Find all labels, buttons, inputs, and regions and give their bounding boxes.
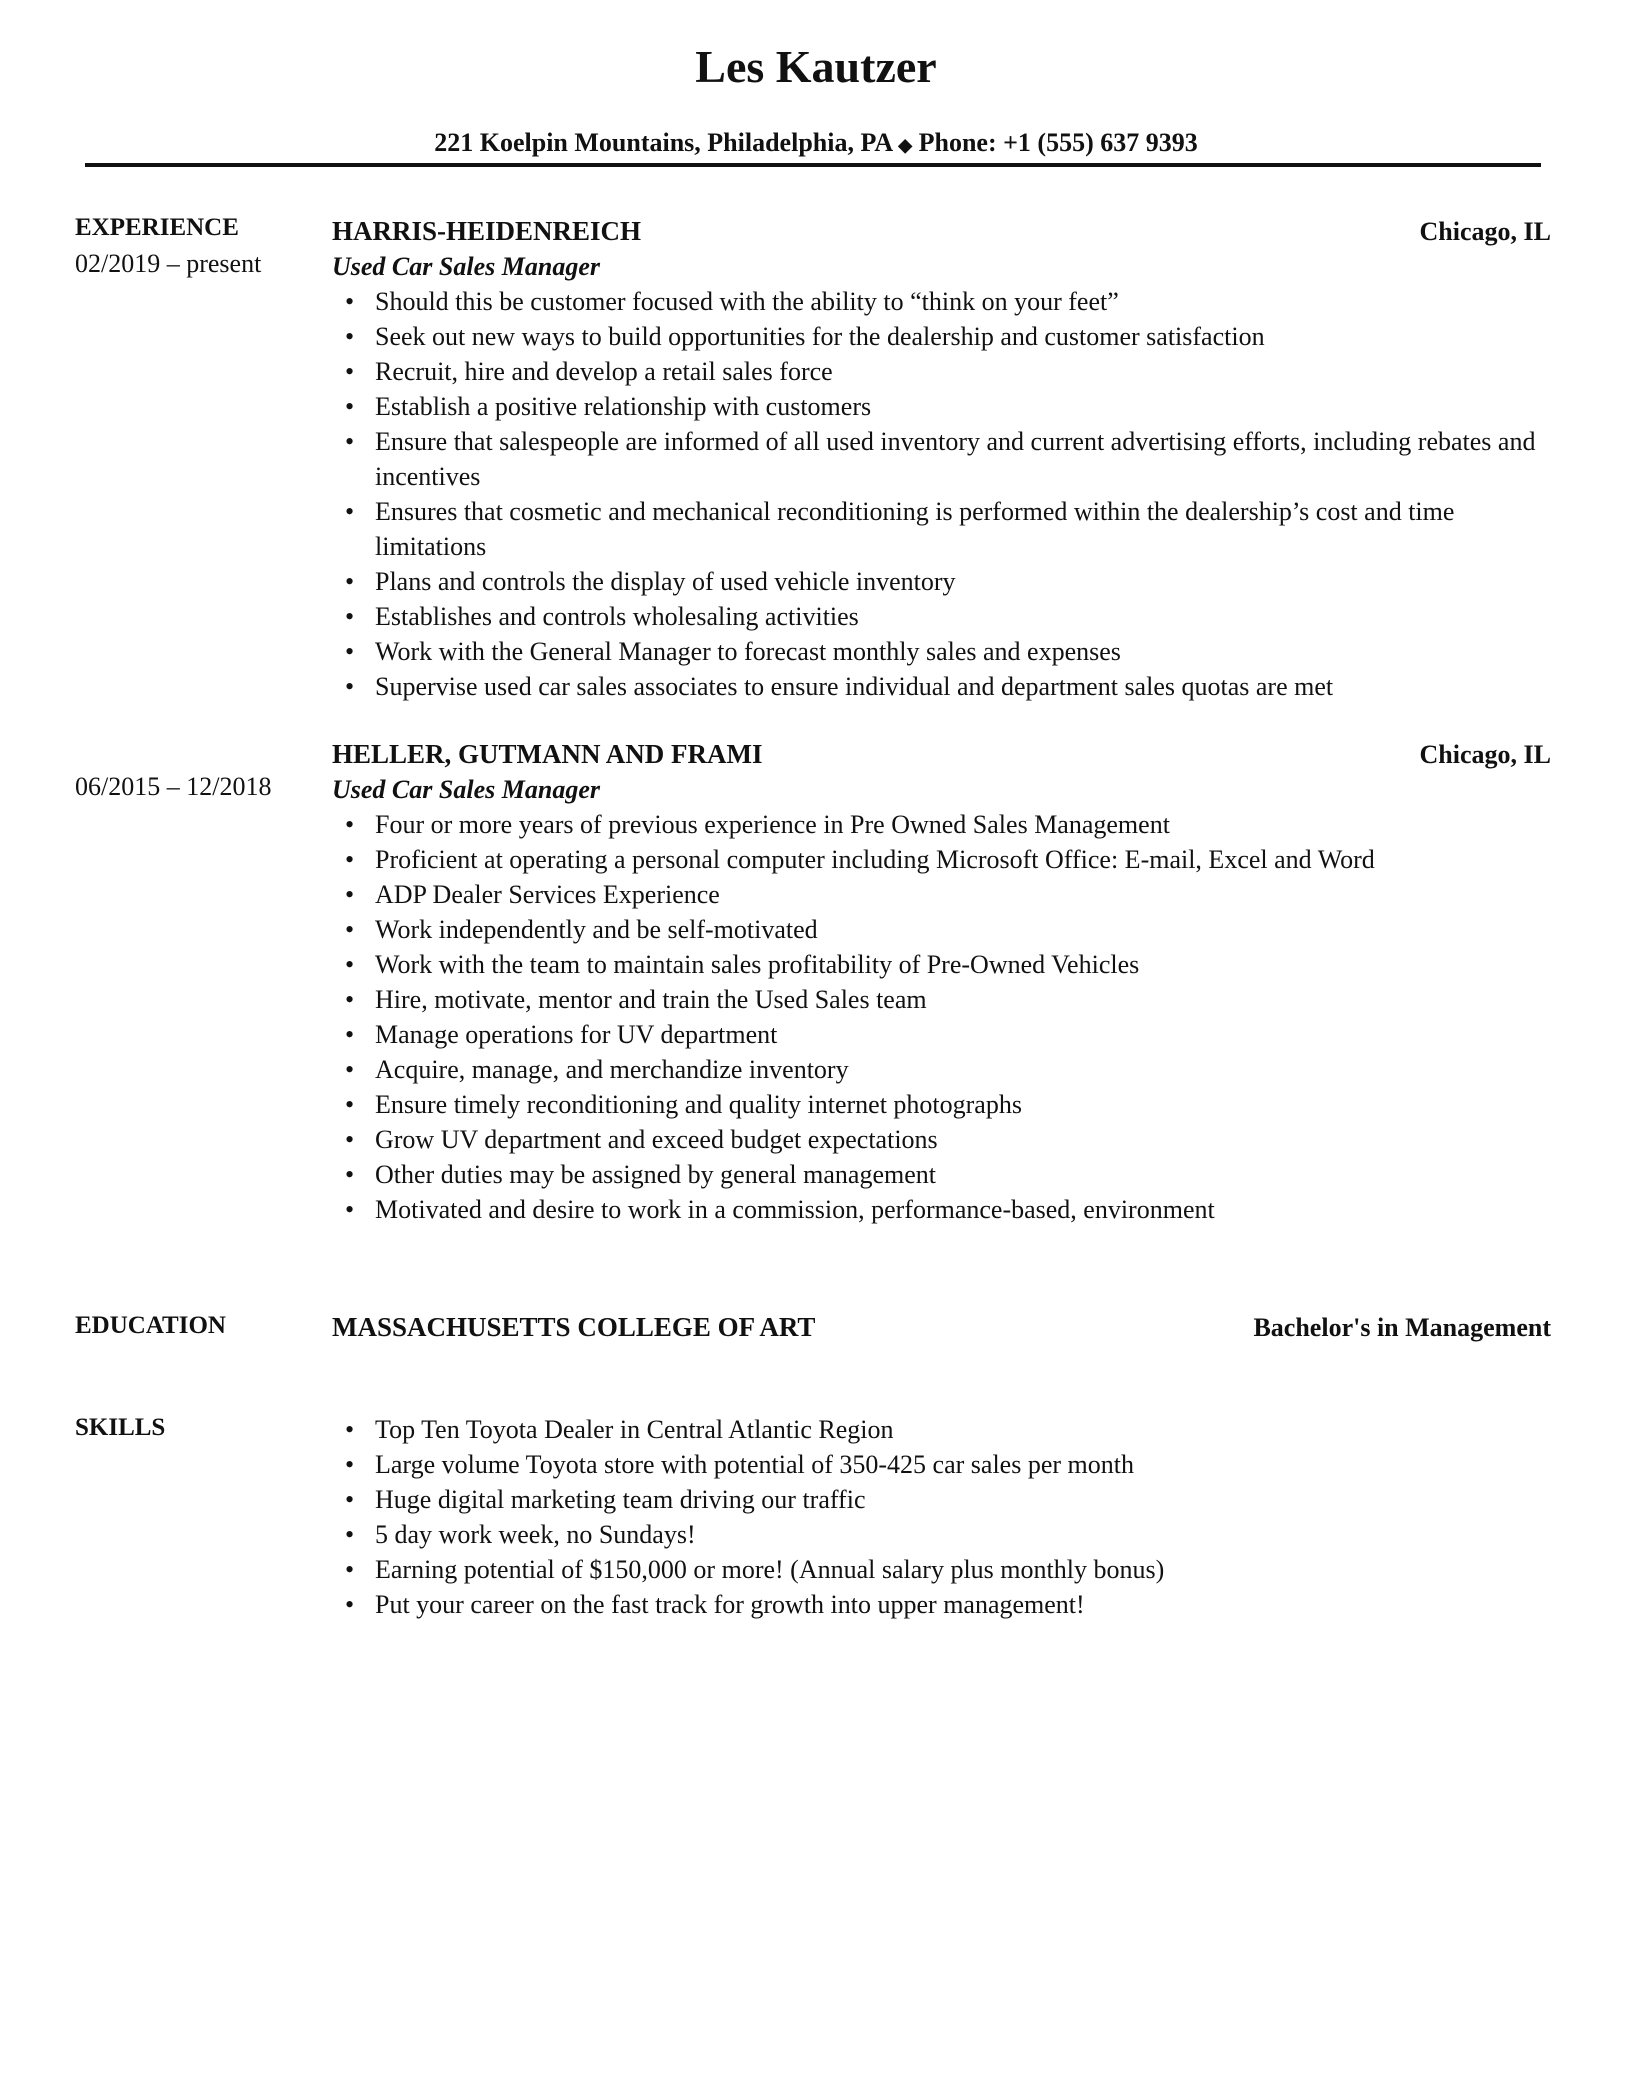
bullet-item: • Acquire, manage, and merchandize inventory	[364, 1052, 1551, 1087]
candidate-name: Les Kautzer	[695, 41, 937, 92]
bullet-item: • Plans and controls the display of used vehicle inventory	[364, 564, 1551, 599]
bullet-item: • Other duties may be assigned by general management	[364, 1157, 1551, 1192]
education-section	[75, 1310, 1551, 1345]
section-label-skills: SKILLS	[75, 1414, 166, 1441]
bullet-item: • Establish a positive relationship with customers	[364, 389, 1551, 424]
bullet-item: • Establishes and controls wholesaling activities	[364, 599, 1551, 634]
company-name: HELLER, GUTMANN AND FRAMI	[332, 739, 763, 769]
bullet-item: • Supervise used car sales associates to ensure individual and department sales quotas are met	[364, 669, 1551, 704]
bullet-item: • Ensures that cosmetic and mechanical reconditioning is performed within the dealership’s cost and time limitations	[364, 494, 1551, 564]
job-title: Used Car Sales Manager	[332, 775, 600, 804]
bullet-item: • 5 day work week, no Sundays!	[364, 1517, 1551, 1552]
bullet-item: • Put your career on the fast track for growth into upper management!	[364, 1587, 1551, 1622]
skills-list	[332, 1412, 1551, 1622]
bullet-item: • Large volume Toyota store with potential of 350-425 car sales per month	[364, 1447, 1551, 1482]
job-location: Chicago, IL	[1419, 217, 1551, 246]
section-label-education: EDUCATION	[75, 1312, 226, 1339]
degree: Bachelor's in Management	[1253, 1313, 1551, 1342]
phone: Phone: +1 (555) 637 9393	[918, 128, 1198, 157]
bullet-item: • Work with the General Manager to forecast monthly sales and expenses	[364, 634, 1551, 669]
job-bullets	[332, 284, 1551, 704]
company-name: HARRIS-HEIDENREICH	[332, 216, 642, 246]
job-title: Used Car Sales Manager	[332, 252, 600, 281]
bullet-item: • Work with the team to maintain sales profitability of Pre-Owned Vehicles	[364, 947, 1551, 982]
address: 221 Koelpin Mountains, Philadelphia, PA	[434, 128, 892, 157]
job-dates: 02/2019 – present	[75, 249, 262, 278]
bullet-item: • Seek out new ways to build opportunities for the dealership and customer satisfaction	[364, 319, 1551, 354]
bullet-item: • Hire, motivate, mentor and train the Used Sales team	[364, 982, 1551, 1017]
job-entry	[75, 737, 1551, 1227]
bullet-item: • Proficient at operating a personal computer including Microsoft Office: E-mail, Excel and Word	[364, 842, 1551, 877]
bullet-item: • Earning potential of $150,000 or more! (Annual salary plus monthly bonus)	[364, 1552, 1551, 1587]
job-bullets	[332, 807, 1551, 1227]
bullet-item: • Top Ten Toyota Dealer in Central Atlantic Region	[364, 1412, 1551, 1447]
bullet-item: • Grow UV department and exceed budget expectations	[364, 1122, 1551, 1157]
school-name: MASSACHUSETTS COLLEGE OF ART	[332, 1312, 816, 1342]
bullet-item: • Ensure that salespeople are informed of all used inventory and current advertising efforts, including rebates and incentives	[364, 424, 1551, 494]
bullet-item: • Should this be customer focused with the ability to “think on your feet”	[364, 284, 1551, 319]
job-location: Chicago, IL	[1419, 740, 1551, 769]
bullet-item: • Motivated and desire to work in a commission, performance-based, environment	[364, 1192, 1551, 1227]
section-label-experience: EXPERIENCE	[75, 214, 239, 241]
job-dates: 06/2015 – 12/2018	[75, 772, 272, 801]
bullet-item: • Four or more years of previous experience in Pre Owned Sales Management	[364, 807, 1551, 842]
contact-line	[0, 128, 1632, 158]
bullet-item: • Ensure timely reconditioning and quality internet photographs	[364, 1087, 1551, 1122]
bullet-item: • Manage operations for UV department	[364, 1017, 1551, 1052]
skills-section	[75, 1412, 1551, 1622]
job-entry	[75, 214, 1551, 704]
bullet-item: • Huge digital marketing team driving our traffic	[364, 1482, 1551, 1517]
bullet-item: • ADP Dealer Services Experience	[364, 877, 1551, 912]
diamond-separator-icon: ◆	[898, 135, 913, 155]
bullet-item: • Work independently and be self-motivated	[364, 912, 1551, 947]
experience-section	[75, 214, 1551, 1227]
bullet-item: • Recruit, hire and develop a retail sales force	[364, 354, 1551, 389]
header-divider	[85, 163, 1541, 167]
